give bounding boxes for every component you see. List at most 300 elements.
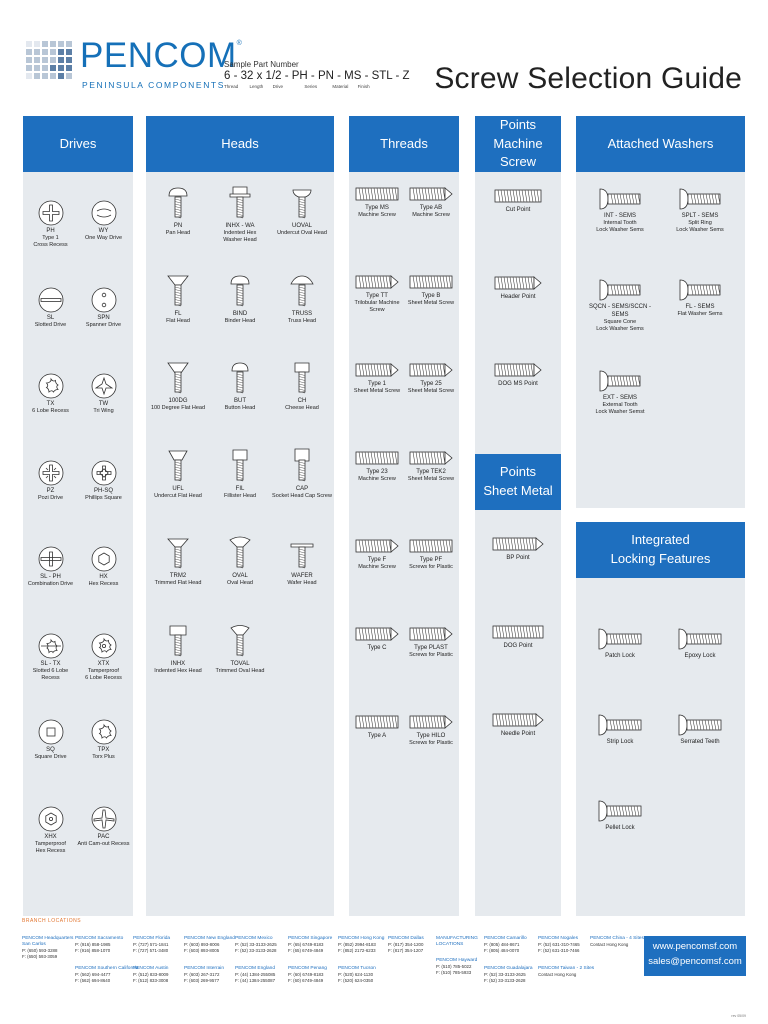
thread-screw-icon bbox=[409, 624, 453, 644]
drives-header: Drives bbox=[23, 116, 133, 172]
screw-head-icon bbox=[289, 534, 315, 572]
locking-screw-icon bbox=[677, 712, 723, 738]
item-code: PH-SQ bbox=[93, 487, 113, 494]
branch-name: PENCOM Dallas bbox=[388, 936, 424, 941]
locking-screw-icon bbox=[677, 626, 723, 652]
point-screw-icon bbox=[492, 534, 544, 554]
screw-head-icon bbox=[227, 447, 253, 485]
item-description: Trimmed Oval Head bbox=[215, 667, 265, 674]
manufacturing-title: MANUFACTURING LOCATIONS bbox=[436, 936, 478, 948]
item-description: Oval Head bbox=[227, 580, 253, 587]
item-code: FL bbox=[174, 310, 182, 317]
point-sheet-item bbox=[475, 710, 561, 738]
item-code: Needle Point bbox=[500, 731, 536, 737]
item-description: Socket Head Cap Screw bbox=[272, 492, 332, 499]
manufacturing-name: PENCOM Guadalajara bbox=[484, 966, 533, 971]
branch-phones: P: (52) 33-3133-2625 F: (52) 33-3133-2628 bbox=[235, 942, 277, 953]
branch-phones: P: (916) 858-1985 F: (916) 858-1070 bbox=[75, 942, 111, 953]
item-code: HX bbox=[99, 574, 108, 580]
thread-item bbox=[350, 184, 404, 219]
item-code: SL bbox=[46, 314, 55, 321]
branch-location bbox=[133, 966, 168, 984]
item-description: Sheet Metal Screw bbox=[407, 300, 455, 307]
thread-item bbox=[404, 712, 458, 747]
locking-item bbox=[660, 712, 740, 746]
branch-phones: P: (603) 893-8006 F: (603) 893-8005 bbox=[184, 942, 220, 953]
branch-name: PENCOM Sacramento bbox=[75, 936, 124, 941]
tamperproof-torx-drive-icon bbox=[90, 632, 118, 660]
spanner-drive-icon bbox=[90, 286, 118, 314]
drive-item bbox=[24, 545, 77, 588]
washer-item bbox=[580, 277, 660, 333]
branch-location bbox=[22, 936, 73, 960]
item-code: Type TT bbox=[366, 293, 388, 299]
legend-series: Series bbox=[304, 84, 318, 89]
item-description: Slotted Drive bbox=[34, 321, 67, 328]
drive-item bbox=[24, 805, 77, 855]
item-description: Wafer Head bbox=[287, 580, 317, 587]
branch-location bbox=[75, 966, 138, 984]
item-code: BP Point bbox=[506, 555, 530, 561]
item-description: Tamperproof 6 Lobe Recess bbox=[85, 667, 122, 681]
washer-screw-icon bbox=[598, 368, 642, 394]
item-code: Patch Lock bbox=[605, 653, 635, 659]
point-machine-item bbox=[475, 186, 561, 214]
screw-head-icon bbox=[165, 272, 191, 310]
item-code: Type PF bbox=[419, 557, 443, 563]
item-code: Epoxy Lock bbox=[684, 653, 716, 659]
hex-drive-icon bbox=[90, 545, 118, 573]
item-code: Pellet Lock bbox=[605, 825, 635, 831]
square-drive-icon bbox=[37, 718, 65, 746]
thread-screw-icon bbox=[409, 184, 453, 204]
thread-item bbox=[350, 448, 404, 483]
washer-screw-icon bbox=[598, 277, 642, 303]
branch-name: PENCOM Florida bbox=[133, 936, 171, 941]
item-description: One Way Drive bbox=[84, 235, 123, 242]
item-description: Trimmed Flat Head bbox=[154, 580, 202, 587]
sample-legend bbox=[224, 84, 410, 89]
branch-location bbox=[184, 936, 235, 954]
thread-item bbox=[404, 448, 458, 483]
item-description: Anti Cam-out Recess bbox=[77, 840, 130, 847]
manufacturing-name: PENCOM Nogales bbox=[538, 936, 578, 941]
branch-phones: P: (65) 6749-8183 F: (65) 6749-4849 bbox=[288, 942, 324, 953]
thread-screw-icon bbox=[355, 624, 399, 644]
item-code: Type 1 bbox=[367, 381, 386, 387]
drive-item bbox=[77, 632, 130, 682]
item-code: TRM2 bbox=[169, 573, 187, 579]
manufacturing-location bbox=[436, 958, 477, 976]
manufacturing-location bbox=[538, 936, 580, 954]
item-code: Strip Lock bbox=[606, 739, 634, 745]
thread-item bbox=[350, 712, 404, 740]
branch-location bbox=[288, 936, 332, 954]
item-description: External Tooth Lock Washer Semst bbox=[595, 402, 645, 416]
item-code: INT - SEMS bbox=[604, 213, 636, 219]
manufacturing-phones: P: (510) 785-5022 F: (510) 785-5933 bbox=[436, 964, 472, 975]
website-link[interactable]: www.pencomsf.com bbox=[652, 941, 738, 952]
points-sheet-column bbox=[475, 454, 561, 916]
manufacturing-phones: Contact Hong Kong bbox=[590, 942, 629, 948]
locking-header: Integrated Locking Features bbox=[576, 522, 745, 578]
washer-screw-icon bbox=[598, 186, 642, 212]
item-description: Button Head bbox=[224, 405, 256, 412]
item-description: Machine Screw bbox=[358, 212, 396, 219]
item-code: CAP bbox=[295, 485, 309, 492]
slotted-torx-drive-icon bbox=[37, 632, 65, 660]
item-description: Pan Head bbox=[165, 230, 191, 237]
screw-head-icon bbox=[165, 359, 191, 397]
points-machine-column bbox=[475, 116, 561, 454]
item-code: FIL bbox=[235, 485, 245, 492]
tri-wing-drive-icon bbox=[90, 372, 118, 400]
trademark: ® bbox=[236, 40, 243, 47]
point-screw-icon bbox=[494, 186, 542, 206]
threads-column bbox=[349, 116, 459, 916]
screw-head-icon bbox=[289, 272, 315, 310]
branch-name: PENCOM Mexico bbox=[235, 936, 273, 941]
thread-item bbox=[404, 184, 458, 219]
item-code: TPX bbox=[97, 747, 110, 753]
points-sheet-header: Points Sheet Metal bbox=[475, 454, 561, 510]
item-code: Type AB bbox=[419, 205, 443, 211]
item-code: SL - PH bbox=[40, 574, 61, 580]
screw-head-icon bbox=[227, 272, 253, 310]
item-code: Type HILO bbox=[416, 733, 446, 739]
washer-item bbox=[660, 277, 740, 318]
item-code: SPN bbox=[97, 314, 110, 321]
drive-item bbox=[24, 459, 77, 502]
item-code: BUT bbox=[234, 398, 246, 404]
manufacturing-phones: P: (805) 484-8671 F: (805) 484-0070 bbox=[484, 942, 520, 953]
slotted-drive-icon bbox=[37, 286, 65, 314]
head-item bbox=[147, 272, 209, 325]
item-description: Spanner Drive bbox=[85, 321, 122, 328]
anti-camout-drive-icon bbox=[90, 805, 118, 833]
item-description: Internal Tooth Lock Washer Sems bbox=[596, 220, 644, 234]
branch-phones: P: (852) 2994-8183 F: (852) 2172-6233 bbox=[338, 942, 376, 953]
branch-phones: P: (44) 1384-255085 F: (44) 1384-255087 bbox=[235, 972, 276, 983]
manufacturing-name: PENCOM China - 4 Sites bbox=[590, 936, 644, 941]
item-code: WAFER bbox=[291, 573, 313, 579]
logo-mark-icon bbox=[26, 41, 74, 81]
item-description: Sheet Metal Screw bbox=[407, 388, 455, 395]
manufacturing-location bbox=[538, 966, 594, 978]
item-description: Undercut Flat Head bbox=[154, 492, 202, 499]
branch-name: PENCOM Headquarters San Carlos bbox=[22, 936, 74, 948]
thread-screw-icon bbox=[409, 712, 453, 732]
points-machine-header: Points Machine Screw bbox=[475, 116, 561, 172]
threads-header: Threads bbox=[349, 116, 459, 172]
torx-drive-icon bbox=[37, 372, 65, 400]
manufacturing-phones: P: (52) 631-310-7465 F: (52) 631-310-7466 bbox=[538, 942, 580, 953]
item-description: Type 1 Cross Recess bbox=[33, 235, 68, 249]
item-description: Tri Wing bbox=[93, 408, 114, 415]
item-description: Square Cone Lock Washer Sems bbox=[596, 319, 644, 333]
point-sheet-item bbox=[475, 622, 561, 650]
legend-drive: Drive bbox=[272, 84, 284, 89]
item-description: Screws for Plastic bbox=[409, 564, 453, 571]
thread-screw-icon bbox=[355, 712, 399, 732]
branch-location bbox=[338, 936, 384, 954]
locking-item bbox=[660, 626, 740, 660]
drive-item bbox=[24, 286, 77, 329]
item-code: CH bbox=[297, 398, 307, 404]
footer bbox=[22, 918, 746, 1018]
manufacturing-name: PENCOM Hayward bbox=[436, 958, 478, 963]
sample-part-number bbox=[224, 60, 410, 89]
thread-screw-icon bbox=[355, 536, 399, 556]
item-code: SPLT - SEMS bbox=[681, 213, 719, 219]
item-description: Pozi Drive bbox=[37, 494, 64, 501]
branch-locations-title: BRANCH LOCATIONS bbox=[22, 918, 82, 924]
branch-phones: P: (817) 354-1200 F: (817) 354-1207 bbox=[388, 942, 424, 953]
drive-item bbox=[77, 459, 130, 502]
item-code: Type MS bbox=[365, 205, 389, 211]
thread-item bbox=[404, 624, 458, 659]
screw-head-icon bbox=[227, 622, 253, 660]
thread-screw-icon bbox=[409, 448, 453, 468]
branch-phones: P: (650) 593-3288 F: (650) 593-3059 bbox=[22, 948, 58, 960]
thread-screw-icon bbox=[409, 272, 453, 292]
item-code: Type 25 bbox=[420, 381, 442, 387]
drive-item bbox=[77, 718, 130, 761]
branch-phones: P: (512) 833-8009 F: (512) 833-3008 bbox=[133, 972, 169, 983]
item-code: UFL bbox=[172, 485, 184, 492]
manufacturing-location bbox=[484, 936, 527, 954]
item-description: Screws for Plastic bbox=[409, 652, 453, 659]
branch-name: PENCOM New England bbox=[184, 936, 235, 941]
point-machine-item bbox=[475, 360, 561, 388]
item-code: UOVAL bbox=[292, 223, 312, 229]
item-description: Tamperproof Hex Recess bbox=[35, 840, 66, 854]
item-code: Type 23 bbox=[366, 469, 388, 475]
branch-name: PENCOM Austin bbox=[133, 966, 169, 971]
item-description: Screws for Plastic bbox=[409, 740, 453, 747]
branch-phones: P: (603) 267-3172 F: (603) 269-9577 bbox=[184, 972, 220, 983]
pozi-drive-icon bbox=[37, 459, 65, 487]
item-code: SL - TX bbox=[40, 660, 61, 667]
item-description: Machine Screw bbox=[358, 564, 396, 571]
item-code: PH bbox=[46, 228, 55, 234]
drive-item bbox=[24, 199, 77, 249]
screw-head-icon bbox=[227, 359, 253, 397]
screw-head-icon bbox=[289, 447, 315, 485]
washers-column bbox=[576, 116, 745, 508]
item-code: TX bbox=[46, 401, 55, 407]
screw-head-icon bbox=[165, 622, 191, 660]
torx-plus-drive-icon bbox=[90, 718, 118, 746]
washer-screw-icon bbox=[678, 186, 722, 212]
branch-location bbox=[75, 936, 123, 954]
thread-item bbox=[404, 536, 458, 571]
screw-head-icon bbox=[227, 534, 253, 572]
head-item bbox=[209, 534, 271, 587]
page-title: Screw Selection Guide bbox=[434, 62, 742, 95]
thread-item bbox=[350, 272, 404, 314]
washer-screw-icon bbox=[678, 277, 722, 303]
drive-item bbox=[77, 805, 130, 848]
screw-head-icon bbox=[289, 184, 315, 222]
phillips-square-drive-icon bbox=[90, 459, 118, 487]
head-item bbox=[209, 359, 271, 412]
version-label: rev 05/09 bbox=[731, 1014, 746, 1018]
item-description: 6 Lobe Recess bbox=[32, 408, 69, 415]
branch-location bbox=[388, 936, 424, 954]
item-code: FL - SEMS bbox=[685, 304, 715, 310]
item-description: Phillips Square bbox=[85, 494, 122, 501]
head-item bbox=[271, 534, 333, 587]
item-code: TRUSS bbox=[291, 310, 313, 317]
item-description: Cheese Head bbox=[285, 405, 319, 412]
legend-length: Length bbox=[249, 84, 264, 89]
branch-name: PENCOM Southern California bbox=[75, 966, 139, 971]
locking-item bbox=[580, 626, 660, 660]
item-description: Indented Hex Head bbox=[154, 667, 202, 674]
logo-subtitle: PENINSULA COMPONENTS bbox=[82, 80, 225, 90]
item-code: EXT - SEMS bbox=[603, 395, 637, 401]
item-description: Binder Head bbox=[224, 317, 256, 324]
branch-name: PENCOM Singapore bbox=[288, 936, 333, 941]
item-description: Undercut Oval Head bbox=[277, 230, 327, 237]
heads-header: Heads bbox=[146, 116, 334, 172]
item-description: Split Ring Lock Washer Sems bbox=[676, 220, 724, 234]
item-code: INHX bbox=[170, 660, 186, 667]
point-machine-item bbox=[475, 273, 561, 301]
locking-screw-icon bbox=[597, 798, 643, 824]
item-code: Type F bbox=[367, 557, 387, 563]
item-description: Hex Recess bbox=[88, 581, 119, 588]
item-description: 100 Degree Flat Head bbox=[150, 405, 206, 412]
locking-screw-icon bbox=[597, 626, 643, 652]
washer-item bbox=[580, 186, 660, 234]
legend-finish: Finish bbox=[357, 84, 370, 89]
point-screw-icon bbox=[494, 273, 542, 293]
head-item bbox=[271, 359, 333, 412]
manufacturing-phones: P: (52) 33-3133-2625 F: (52) 33-3133-2628 bbox=[484, 972, 526, 983]
item-code: TOVAL bbox=[230, 660, 250, 667]
head-item bbox=[209, 447, 271, 500]
item-description: Sheet Metal Screw bbox=[407, 476, 455, 483]
item-code: SQCN - SEMS/SCCN - SEMS bbox=[588, 304, 651, 319]
legend-thread: Thread bbox=[224, 84, 239, 89]
item-description: Flat Washer Sems bbox=[677, 311, 723, 318]
drive-item bbox=[24, 718, 77, 761]
drive-item bbox=[77, 545, 130, 588]
head-item bbox=[147, 622, 209, 675]
item-description: Indented Hex Washer Head bbox=[223, 230, 257, 244]
item-code: BIND bbox=[232, 310, 248, 317]
phillips-drive-icon bbox=[37, 199, 65, 227]
email-link[interactable]: sales@pencomsf.com bbox=[648, 955, 742, 967]
item-code: Type B bbox=[421, 293, 441, 299]
drives-column bbox=[23, 116, 133, 916]
manufacturing-name: PENCOM Camarillo bbox=[484, 936, 527, 941]
combination-drive-icon bbox=[37, 545, 65, 573]
drive-item bbox=[77, 199, 130, 242]
drive-item bbox=[77, 286, 130, 329]
sample-label: Sample Part Number bbox=[224, 60, 299, 69]
item-description: Flat Head bbox=[166, 317, 190, 324]
item-description: Torx Plus bbox=[92, 754, 115, 761]
washers-header: Attached Washers bbox=[576, 116, 745, 172]
washer-item bbox=[660, 186, 740, 234]
item-code: OVAL bbox=[232, 573, 248, 579]
item-description: Trilobular Machine Screw bbox=[354, 300, 400, 314]
branch-phones: P: (727) 571-1841 F: (727) 571-3480 bbox=[133, 942, 169, 953]
item-code: WY bbox=[98, 228, 109, 234]
sample-code: 6 - 32 x 1/2 - PH - PN - MS - STL - Z bbox=[224, 70, 410, 82]
point-sheet-item bbox=[475, 534, 561, 562]
screw-head-icon bbox=[165, 447, 191, 485]
drive-item bbox=[77, 372, 130, 415]
head-item bbox=[209, 272, 271, 325]
item-description: Machine Screw bbox=[412, 212, 450, 219]
head-item bbox=[147, 534, 209, 587]
item-code: Type PLAST bbox=[414, 645, 448, 651]
branch-name: PENCOM Hong Kong bbox=[338, 936, 385, 941]
item-code: TW bbox=[98, 401, 109, 407]
logo-name: PENCOM bbox=[80, 36, 237, 75]
drive-item bbox=[24, 372, 77, 415]
item-code: PZ bbox=[46, 487, 55, 494]
thread-item bbox=[404, 272, 458, 307]
manufacturing-phones: Contact Hong Kong bbox=[538, 972, 577, 978]
branch-location bbox=[288, 966, 327, 984]
head-item bbox=[209, 184, 271, 244]
head-item bbox=[147, 359, 209, 412]
thread-screw-icon bbox=[355, 184, 399, 204]
item-code: 100DG bbox=[168, 398, 188, 404]
manufacturing-location bbox=[590, 936, 644, 948]
point-screw-icon bbox=[492, 710, 544, 730]
locking-item bbox=[580, 712, 660, 746]
branch-location bbox=[133, 936, 170, 954]
head-item bbox=[271, 272, 333, 325]
item-code: XHX bbox=[44, 833, 57, 840]
item-code: Type C bbox=[367, 645, 387, 651]
branch-phones: P: (562) 694-4477 F: (562) 694-8640 bbox=[75, 972, 111, 983]
tamperproof-hex-drive-icon bbox=[37, 805, 65, 833]
thread-screw-icon bbox=[409, 536, 453, 556]
item-description: Combination Drive bbox=[27, 581, 74, 588]
item-code: XTX bbox=[97, 660, 110, 667]
item-description: Fillister Head bbox=[223, 492, 257, 499]
item-code: DOG MS Point bbox=[498, 381, 538, 387]
locking-item bbox=[580, 798, 660, 832]
item-description: Slotted 6 Lobe Recess bbox=[32, 667, 69, 681]
head-item bbox=[147, 184, 209, 237]
branch-name: PENCOM Interrain bbox=[184, 966, 224, 971]
thread-screw-icon bbox=[355, 360, 399, 380]
thread-item bbox=[350, 624, 404, 652]
point-screw-icon bbox=[492, 622, 544, 642]
item-code: SQ bbox=[46, 747, 55, 753]
item-code: DOG Point bbox=[503, 643, 533, 649]
head-item bbox=[271, 447, 333, 500]
thread-item bbox=[404, 360, 458, 395]
branch-name: PENCOM England bbox=[235, 966, 275, 971]
item-code: Serrated Teeth bbox=[680, 739, 720, 745]
point-screw-icon bbox=[494, 360, 542, 380]
washer-item bbox=[580, 368, 660, 416]
item-description: Truss Head bbox=[287, 317, 317, 324]
branch-location bbox=[338, 966, 376, 984]
branch-phones: P: (520) 624-1130 F: (520) 624-0350 bbox=[338, 972, 374, 983]
item-code: Cut Point bbox=[505, 207, 531, 213]
branch-name: PENCOM Tucson bbox=[338, 966, 376, 971]
